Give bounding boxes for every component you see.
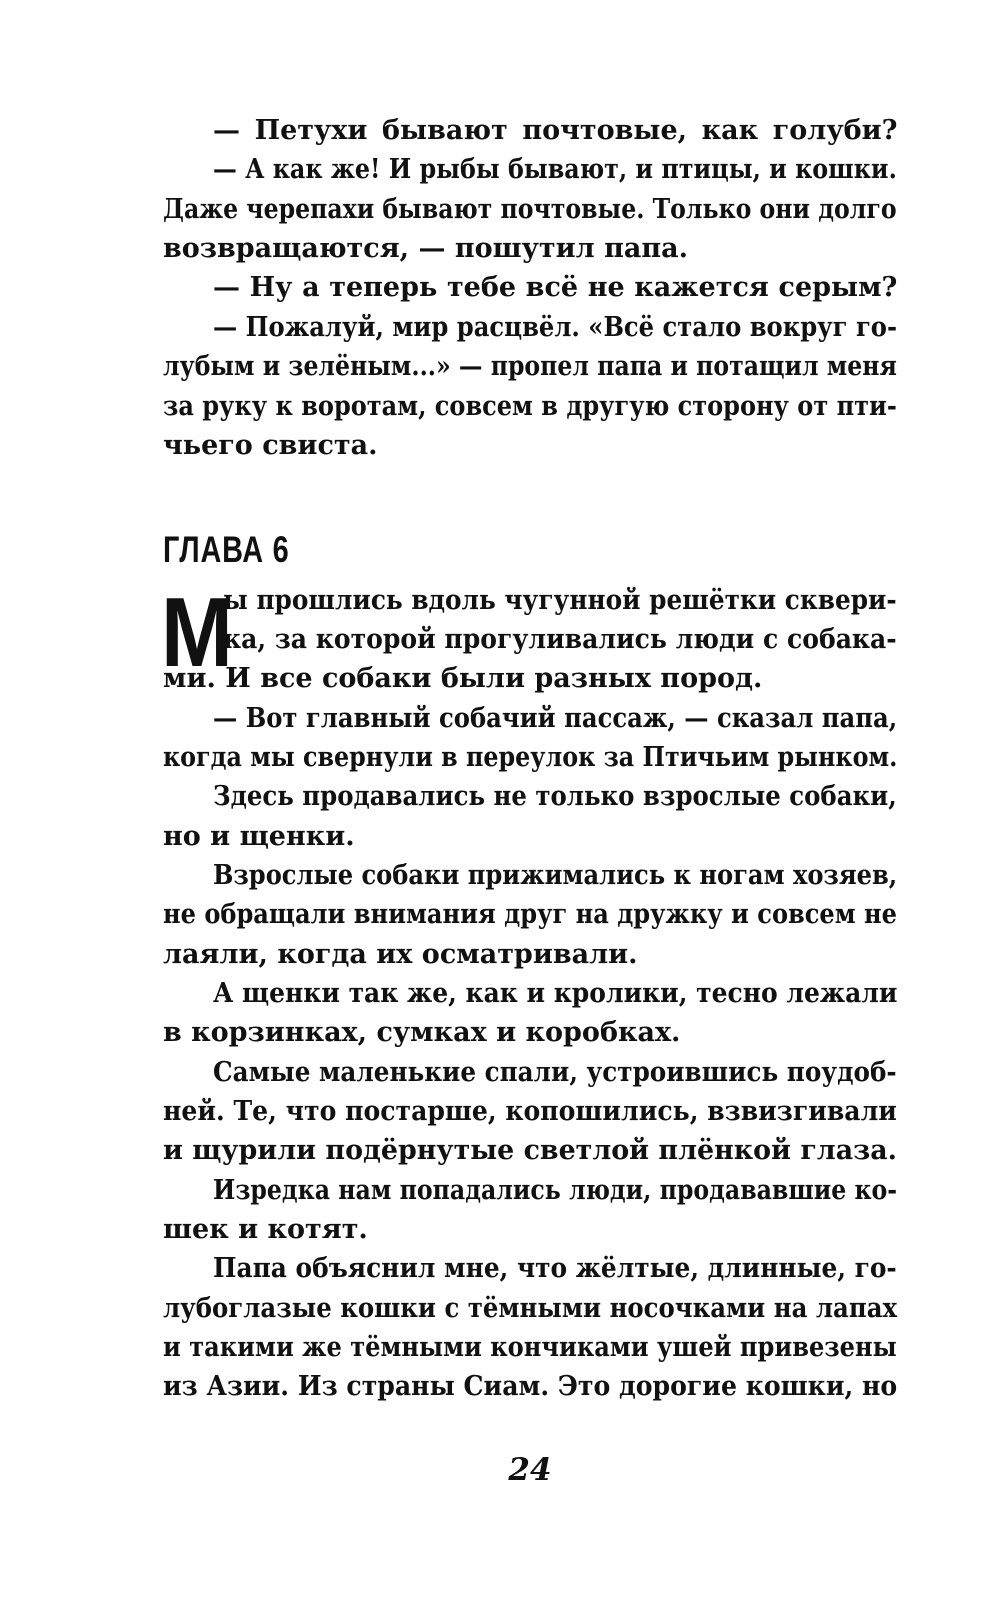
text-line: лаяли, когда их осматривали. xyxy=(163,939,638,970)
text-line: чьего свиста. xyxy=(163,430,378,461)
text-line: лубым и зелёным...» — пропел папа и потащил меня xyxy=(163,351,897,382)
text-line: и такими же тёмными кончиками ушей привезены xyxy=(163,1332,897,1363)
text-line: — А как же! И рыбы бывают, и птицы, и кошки. xyxy=(213,154,897,185)
text-line: — Ну а теперь тебе всё не кажется серым? xyxy=(213,272,898,303)
text-line: Здесь продавались не только взрослые собаки, xyxy=(213,781,897,812)
text-line: лубоглазые кошки с тёмными носочками на лапах xyxy=(163,1293,898,1324)
text-line: когда мы свернули в переулок за Птичьим рынком. xyxy=(163,742,898,773)
chapter-heading: ГЛАВА 6 xyxy=(163,529,290,570)
drop-cap: М xyxy=(161,577,233,687)
text-line: ы прошлись вдоль чугунной решётки сквери- xyxy=(223,585,897,616)
text-line: ка, за которой прогуливались люди с собака- xyxy=(223,624,897,655)
text-line: шек и котят. xyxy=(163,1214,368,1245)
text-line: возвращаются, — пошутил папа. xyxy=(163,233,689,264)
text-line: Взрослые собаки прижимались к ногам хозяев, xyxy=(213,860,898,891)
text-line: — Пожалуй, мир расцвёл. «Всё стало вокруг го- xyxy=(213,312,898,343)
text-line: Изредка нам попадались люди, продававшие ко- xyxy=(213,1175,898,1206)
text-line: но и щенки. xyxy=(163,821,355,852)
text-line: — Петухи бывают почтовые, как голуби? xyxy=(213,115,898,146)
text-line: не обращали внимания друг на дружку и совсем не xyxy=(163,899,897,930)
text-line: и щурили подёрнутые светлой плёнкой глаза. xyxy=(163,1135,898,1166)
text-line: Даже черепахи бывают почтовые. Только они долго xyxy=(163,194,897,225)
text-line: ми. И все собаки были разных пород. xyxy=(163,663,763,694)
text-line: — Вот главный собачий пассаж, — сказал папа, xyxy=(213,703,898,734)
text-line: А щенки так же, как и кролики, тесно лежали xyxy=(213,978,898,1009)
page-number: 24 xyxy=(508,1452,552,1488)
text-line: Папа объяснил мне, что жёлтые, длинные, го- xyxy=(213,1253,897,1284)
text-line: Самые маленькие спали, устроившись поудоб- xyxy=(213,1057,897,1088)
text-line: за руку к воротам, совсем в другую сторону от пти- xyxy=(163,391,897,422)
text-line: ней. Те, что постарше, копошились, взвизгивали xyxy=(163,1096,897,1127)
text-line: из Азии. Из страны Сиам. Это дорогие кошки, но xyxy=(163,1371,898,1402)
text-line: в корзинках, сумках и коробках. xyxy=(163,1017,681,1048)
